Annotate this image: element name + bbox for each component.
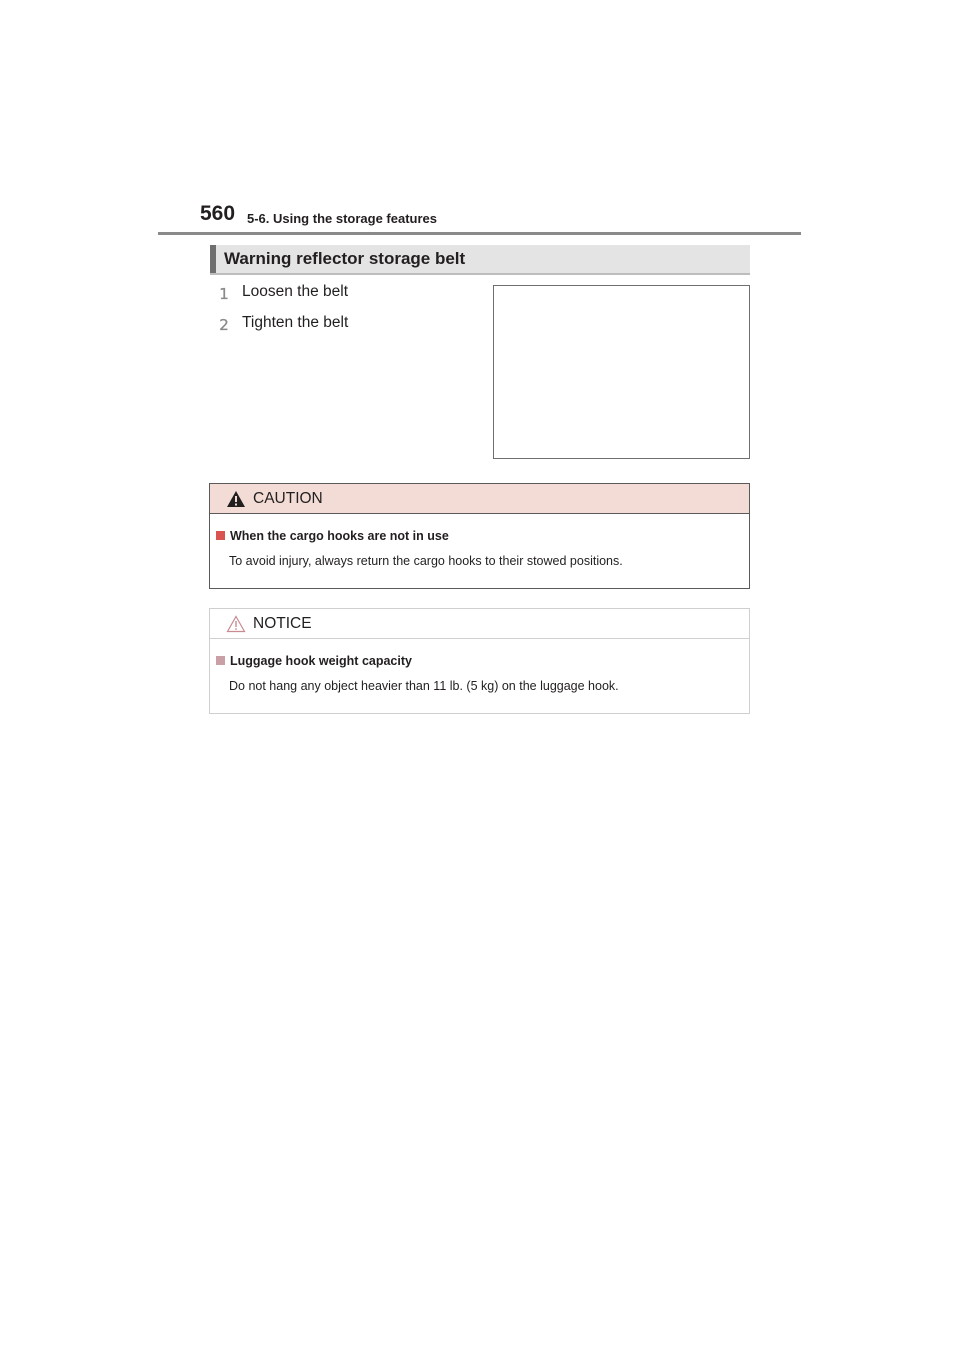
header-rule	[158, 232, 801, 235]
caution-marker	[216, 531, 225, 540]
notice-marker	[216, 656, 225, 665]
caution-header	[210, 484, 749, 514]
chapter-title: 5-6. Using the storage features	[247, 211, 437, 226]
caution-title: CAUTION	[253, 490, 323, 507]
caution-subheading-text: When the cargo hooks are not in use	[230, 529, 449, 543]
warning-triangle-icon	[226, 490, 246, 508]
warning-triangle-outline-icon	[226, 615, 246, 633]
notice-title: NOTICE	[253, 615, 312, 632]
notice-subheading	[216, 654, 412, 668]
caution-subheading	[216, 529, 449, 543]
page-number: 560	[200, 202, 236, 225]
caution-box	[209, 483, 750, 589]
step-number-1: 1	[219, 285, 229, 303]
section-heading	[210, 245, 750, 275]
step-label-2: Tighten the belt	[242, 314, 349, 331]
illustration-figure	[493, 285, 750, 459]
notice-header	[210, 609, 749, 639]
step-label-1: Loosen the belt	[242, 283, 349, 300]
caution-body: To avoid injury, always return the cargo hooks to their stowed positions.	[229, 554, 623, 568]
notice-subheading-text: Luggage hook weight capacity	[230, 654, 412, 668]
section-heading-text: Warning reflector storage belt	[224, 249, 466, 268]
notice-box	[209, 608, 750, 714]
section-heading-bar	[210, 245, 216, 273]
notice-body: Do not hang any object heavier than 11 lb. (5 kg) on the luggage hook.	[229, 679, 619, 693]
step-number-2: 2	[219, 316, 229, 334]
